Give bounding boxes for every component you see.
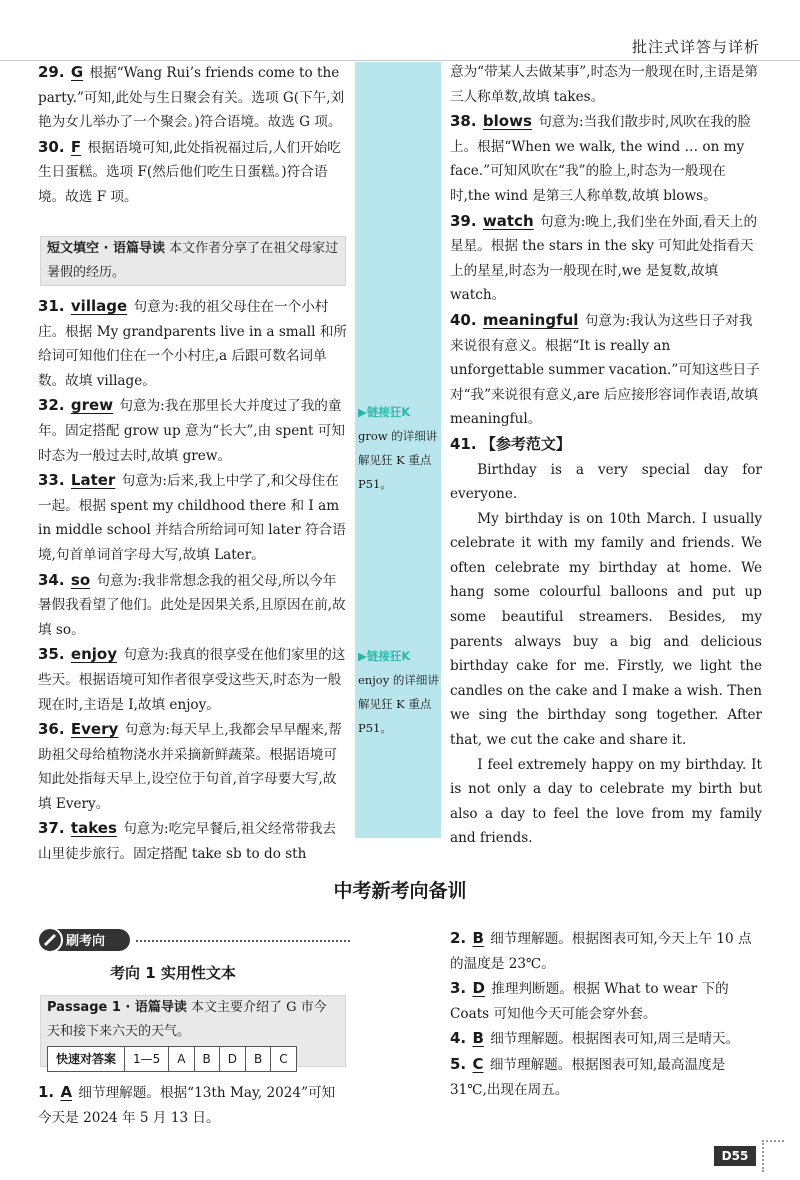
left-column-top (38, 60, 348, 210)
section-tag-label: 刷考向 (66, 934, 106, 949)
list-item: 37. takes 句意为:吃完早餐后,祖父经常带我去山里徒步旅行。固定搭配 take sb to do sth (38, 819, 337, 863)
continued-text: 意为“带某人去做某事”,时态为一般现在时,主语是第三人称单数,故填 takes。 (450, 64, 759, 105)
list-item: 39. watch 句意为:晚上,我们坐在外面,看天上的星星。根据 the stars in the sky 可知此处指看天上的星星,时态为一般现在时,we 是复数,故填 watch。 (450, 211, 758, 304)
header-title: 批注式详答与详析 (631, 38, 760, 56)
passage-intro: Passage 1 · 语篇导读 本文主要介绍了 G 市今天和接下来六天的天气。 快速对答案 1—5 A B D B C (40, 995, 346, 1067)
arrow-icon: ▶ (358, 649, 367, 663)
list-item: 30. F 根据语境可知,此处指祝福过后,人们开始吃生日蛋糕。选项 F(然后他们吃生日蛋糕。)符合语境。故选 F 项。 (38, 137, 341, 205)
essay-paragraph: Birthday is a very special day for everyone. (450, 461, 762, 503)
list-item: 35. enjoy 句意为:我真的很享受在他们家里的这些天。根据语境可知作者很享受这些天,时态为一般现在时,主语是 I,故填 enjoy。 (38, 645, 346, 713)
list-item: 34. so 句意为:我非常想念我的祖父母,所以今年暑假我看望了他们。此处是因果关系,且原因在前,故填 so。 (38, 570, 346, 638)
link-note-grow: ▶链接狂K grow 的详细讲解见狂 K 重点 P51。 (358, 405, 438, 491)
link-note-enjoy: ▶链接狂K enjoy 的详细讲解见狂 K 重点 P51。 (358, 649, 439, 735)
list-item: 32. grew 句意为:我在那里长大并度过了我的童年。固定搭配 grow up 意为“长大”,由 spent 可知时态为一般过去时,故填 grew。 (38, 396, 345, 464)
list-item: 2. B 细节理解题。根据图表可知,今天上午 10 点的温度是 23℃。 (450, 929, 752, 972)
essay-paragraph: I feel extremely happy on my birthday. It is not only a day to celebrate my birth but also a day to feel the love from my family and friends. (450, 756, 762, 847)
list-item: 38. blows 句意为:当我们散步时,风吹在我的脸上。根据“When we walk, the wind … on my face.”可知风吹在“我”的脸上,时态为一般现在时,the wind 是第三人称单数,故填 blows。 (450, 112, 752, 204)
page-corner-dots (762, 1140, 784, 1172)
arrow-icon: ▶ (358, 405, 367, 419)
list-item: 4. B 细节理解题。根据图表可知,周三是晴天。 (450, 1029, 740, 1048)
section-title: 中考新考向备训 (333, 880, 467, 902)
bottom-right-column (450, 926, 762, 1102)
quick-answer-table: 快速对答案 1—5 A B D B C (47, 1046, 297, 1072)
list-item: 3. D 推理判断题。根据 What to wear 下的 Coats 可知他今天可能会穿外套。 (450, 979, 729, 1022)
section-tag (36, 926, 132, 954)
page-number: D55 (714, 1146, 756, 1166)
list-item: 29. G 根据“Wang Rui’s friends come to the party.”可知,此处与生日聚会有关。选项 G(下午,刘艳为女儿举办了一个聚会。)符合语境。故选 G 项。 (38, 63, 345, 131)
list-item: 33. Later 句意为:后来,我上中学了,和父母住在一起。根据 spent my childhood there 和 I am in middle school 并结合所给词可知 later 符合语境,句首单词首字母大写,故填 Later。 (38, 471, 346, 563)
list-item: 36. Every 句意为:每天早上,我都会早早醒来,帮助祖父母给植物浇水并采摘新鲜蔬菜。根据语境可知此处指每天早上,设空位于句首,首字母要大写,故填 Every。 (38, 720, 342, 812)
list-item: 5. C 细节理解题。根据图表可知,最高温度是 31℃,出现在周五。 (450, 1054, 726, 1098)
model-essay: 41. 【参考范文】 Birthday is a very special day for everyone. My birthday is on 10th March. I usually celebrate it with my family and friends. We often celebrate my birthday at home. We hang some colourful balloons and put up some beautiful streamers. Besides, my parents always buy a big and delicious birthday cake for me. Firstly, we light the candles on the cake and I make a wish. Then we sing the birthday song together. After that, we cut the cake and share it. I feel extremely happy on my birthday. It is not only a day to celebrate my birth but also a day to feel the love from my family and friends. (450, 432, 762, 851)
passage-banner: 短文填空 · 语篇导读 本文作者分享了在祖父母家过暑假的经历。 (40, 236, 346, 286)
dotted-rule (136, 940, 350, 942)
bottom-left-column (38, 1080, 348, 1130)
left-column-bottom (38, 294, 348, 867)
list-item: 31. village 句意为:我的祖父母住在一个小村庄。根据 My grandparents live in a small 和所给词可知他们住在一个小村庄,a 后跟可数名词单数。故填 village。 (38, 297, 348, 389)
list-item: 40. meaningful 句意为:我认为这些日子对我来说很有意义。根据“It is really an unforgettable summer vacation.”可知这些日子对“我”来说很有意义,are 后应接形容词作表语,故填 meaningful。 (450, 310, 760, 428)
list-item: 1. A 细节理解题。根据“13th May, 2024”可知今天是 2024 年 5 月 13 日。 (38, 1083, 336, 1126)
right-column (450, 60, 762, 851)
subsection-title: 考向 1 实用性文本 (110, 964, 236, 982)
essay-paragraph: My birthday is on 10th March. I usually celebrate it with my family and friends. We often celebrate my birthday at home. We hang some colourful balloons and put up some beautiful streamers. Besides, my parents always buy a big and delicious birthday cake for me. Firstly, we light the candles on the cake and I make a wish. Then we sing the birthday song together. After that, we cut the cake and share it. (450, 510, 762, 749)
